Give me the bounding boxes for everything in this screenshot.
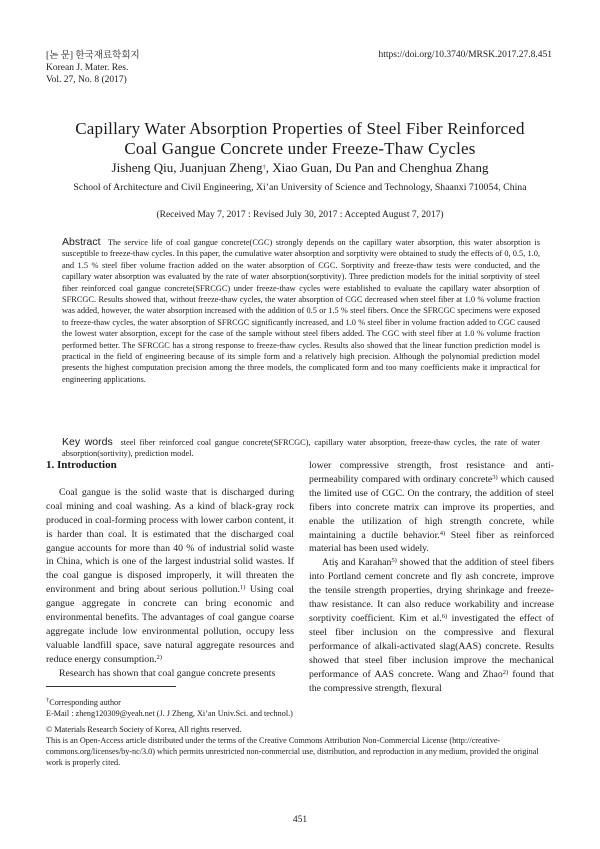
citation-ref: 2) — [156, 653, 162, 661]
text-run: showed that the addition of steel fibers into Portland cement concrete and fly ash concrete, improve the tensile strength properties, drying shrinkage and freeze-thaw resistance. It can also reduce workability and increase sorptivity coefficient. Kim et al. — [309, 557, 554, 624]
right-column — [309, 459, 554, 695]
section-heading: 1. Introduction — [46, 459, 117, 471]
email-note: E-Mail : zheng120309@yeah.net (J. J Zheng, Xi’an Univ.Sci. and technol.) — [46, 709, 293, 718]
citation-ref: 3) — [492, 473, 498, 481]
license-note: This is an Open-Access article distributed under the terms of the Creative Commons Attribution Non-Commercial License (http://creative-commons.org/licenses/by-nc/3.0) which permits unrestricted non-commercial use, distribution, and reproduction in any medium, provided the original work is properly cited. — [46, 736, 539, 767]
text-run: Using coal gangue aggregate in concrete can bring economic and environmental benefits. The advantages of coal gangue coarse aggregate include low environmental pollution, occupy less valuable landfill space, save natural aggregate resources and reduce energy consumption. — [46, 584, 295, 665]
journal-volume: Vol. 27, No. 8 (2017) — [46, 75, 127, 85]
page-number: 451 — [292, 815, 308, 825]
keywords-label: Key words — [62, 436, 113, 448]
text-run: found that the compressive strength, flexural — [309, 668, 554, 694]
affiliation: School of Architecture and Civil Engineering, Xi’an University of Science and Technology, Shaanxi 710054, China — [73, 182, 527, 193]
keywords-text: steel fiber reinforced coal gangue concrete(SFRCGC), capillary water absorption, freeze-thaw cycles, the rate of water absorption(sortivity), prediction model. — [62, 438, 541, 459]
authors-before-mark: Jisheng Qiu, Juanjuan Zheng — [111, 160, 263, 175]
corresponding-author-mark: † — [262, 164, 266, 171]
paper-title — [40, 119, 560, 159]
text-run: investigated the effect of steel fiber inclusion on the compressive and flexural performance of alkali-activated slag(AAS) concrete. Results showed that steel fiber inclusion improve the mechanical performance of AAS concrete. Wang and Zhao — [309, 612, 554, 680]
journal-header — [46, 50, 140, 86]
journal-korean-name: [논 문] 한국재료학회지 — [46, 51, 140, 61]
citation-ref: 1) — [239, 584, 246, 592]
corresponding-author-note — [46, 697, 554, 708]
text-run: Atiş and Karahan — [322, 557, 392, 569]
text-run: Corresponding author — [49, 698, 121, 707]
journal-english-name: Korean J. Mater. Res. — [46, 63, 129, 73]
intro-paragraph-2-continued — [309, 459, 554, 556]
left-column — [46, 459, 294, 681]
author-list — [40, 160, 560, 176]
citation-ref: 4) — [439, 529, 446, 537]
citation-ref: 6) — [441, 612, 448, 620]
text-run: lower compressive strength, frost resistance and anti-permeability compared with ordinary concrete — [309, 460, 554, 485]
authors-after-mark: , Xiao Guan, Du Pan and Chenghua Zhang — [265, 160, 489, 175]
footnotes — [46, 697, 554, 768]
abstract-label: Abstract — [62, 236, 101, 248]
abstract-text: The service life of coal gangue concrete(CGC) strongly depends on the capillary water absorption, this water absorption is susceptible to freeze-thaw cycles. In this paper, the cumulative water absorption and sorptivity were obtained to study the effects of 0, 0.5, 1.0, and 1.5 % steel fiber volume fraction added on the water absorption of CGC. Sorptivity and freeze-thaw tests were conducted, and the capillary water absorption was evaluated by the rate of water absorption(sorptivity). Three prediction models for the initial sorptivity of steel fiber reinforced coal gangue concrete(SFRCGC) under freeze-thaw cycles were established to evaluate the capillary water absorption of SFRCGC. Results showed that, without freeze-thaw cycles, the water absorption of CGC decreased when steel fiber at 1.0 % volume fraction was added, however, the water absorption increased with the addition of 0.5 or 1.5 % steel fibers. Once the SFRCGC specimens were exposed to freeze-thaw cycles, the water absorption of SFRCGC significantly increased, and 1.0 % steel fiber in volume fraction added to CGC caused the lowest water absorption, except for the case of the sample without steel fibers added. The CGC with steel fiber at 1.0 % volume fraction performed better. The SFRCGC has a strong response to freeze-thaw cycles. Results also showed that the linear function prediction model is practical in the field of engineering because of its simple form and a relatively high precision. Although the polynomial prediction model presents the highest computation precision among the three models, the complicated form and too many coefficients make it impractical for engineering applications. — [62, 238, 541, 384]
intro-paragraph-2-start: Research has shown that coal gangue concrete presents — [59, 667, 276, 679]
received-dates: (Received May 7, 2017 : Revised July 30, 2017 : Accepted August 7, 2017) — [156, 210, 444, 220]
footnote-mark: † — [46, 697, 50, 704]
doi-link[interactable]: https://doi.org/10.3740/MRSK.2017.27.8.451 — [378, 50, 552, 60]
text-run: Steel fiber as reinforced material has been used widely. — [309, 529, 554, 555]
intro-paragraph-3 — [309, 556, 554, 695]
text-run: which caused the limited use of CGC. On the contrary, the addition of steel fibers into concrete matrix can improve its properties, and enable the utilization of high strength concrete, while maintaining a ductile behavior. — [309, 473, 555, 541]
abstract-block — [62, 237, 540, 385]
intro-paragraph-1 — [46, 486, 294, 667]
title-line-1: Capillary Water Absorption Properties of Steel Fiber Reinforced — [75, 119, 525, 138]
text-run: Coal gangue is the solid waste that is discharged during coal mining and coal washing. As a kind of black-gray rock produced in coal-forming process with lower carbon content, it is harder than coal. It is estimated that the discharged coal gangue accounts for more than 40 % of industrial solid waste in China, which is one of the largest industrial solid wastes. If the coal gangue is disposed improperly, it will threaten the environment and bring about serious pollution. — [46, 486, 294, 596]
citation-ref: 5) — [391, 557, 397, 565]
citation-ref: 2) — [502, 668, 509, 676]
footnote-divider — [46, 686, 176, 687]
keywords-block — [62, 437, 540, 460]
copyright-note: © Materials Research Society of Korea, All rights reserved. — [46, 725, 242, 734]
title-line-2: Coal Gangue Concrete under Freeze-Thaw Cycles — [124, 139, 476, 158]
